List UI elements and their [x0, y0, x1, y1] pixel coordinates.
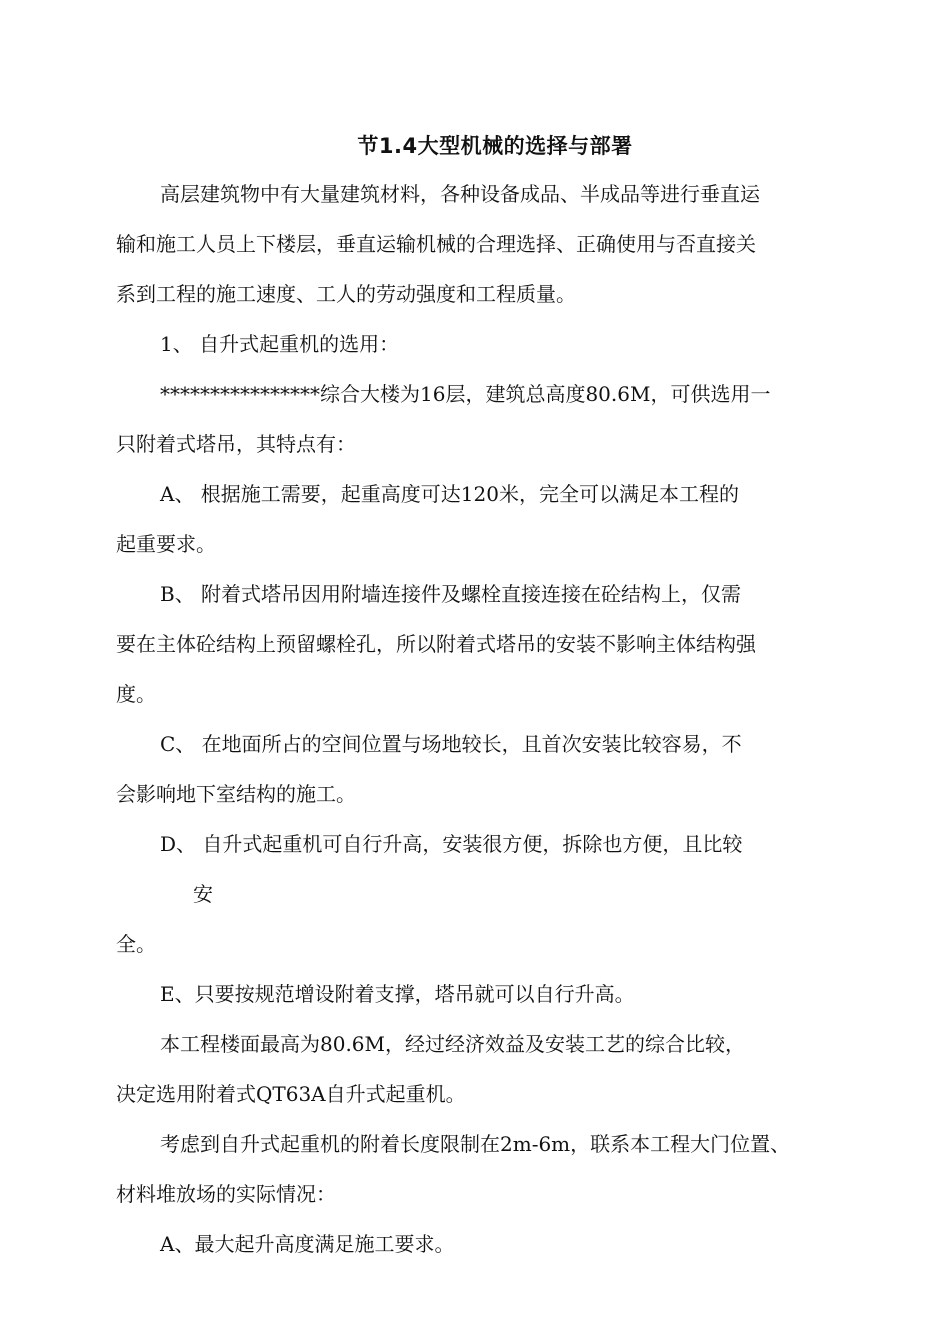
body-line-14: D、 自升式起重机可自行升高，安装很方便，拆除也方便，且比较 [160, 832, 743, 856]
body-line-13: 会影响地下室结构的施工。 [116, 782, 356, 806]
body-line-1: 高层建筑物中有大量建筑材料，各种设备成品、半成品等进行垂直运 [160, 182, 760, 206]
body-line-3: 系到工程的施工速度、工人的劳动强度和工程质量。 [116, 282, 576, 306]
body-line-20: 考虑到自升式起重机的附着长度限制在2m-6m，联系本工程大门位置、 [160, 1132, 791, 1156]
body-line-4: 1、 自升式起重机的选用： [160, 332, 400, 356]
body-line-6: 只附着式塔吊，其特点有： [116, 432, 356, 456]
body-line-17: E、只要按规范增设附着支撑，塔吊就可以自行升高。 [160, 982, 635, 1006]
body-line-9: B、 附着式塔吊因用附墙连接件及螺栓直接连接在砼结构上，仅需 [160, 582, 742, 606]
body-line-7: A、 根据施工需要，起重高度可达120米，完全可以满足本工程的 [160, 482, 739, 506]
body-line-10: 要在主体砼结构上预留螺栓孔，所以附着式塔吊的安装不影响主体结构强 [116, 632, 756, 656]
body-line-18: 本工程楼面最高为80.6M，经过经济效益及安装工艺的综合比较， [160, 1032, 746, 1056]
body-line-19: 决定选用附着式QT63A自升式起重机。 [116, 1082, 466, 1106]
body-line-2: 输和施工人员上下楼层，垂直运输机械的合理选择、正确使用与否直接关 [116, 232, 756, 256]
body-line-16: 全。 [116, 932, 156, 956]
body-line-8: 起重要求。 [116, 532, 216, 556]
body-line-11: 度。 [116, 682, 156, 706]
body-line-15: 安 [193, 882, 213, 906]
body-line-21: 材料堆放场的实际情况： [116, 1182, 336, 1206]
body-line-12: C、 在地面所占的空间位置与场地较长，且首次安装比较容易，不 [160, 732, 742, 756]
section-title: 节1.4大型机械的选择与部署 [357, 134, 633, 158]
body-line-5: ****************综合大楼为16层，建筑总高度80.6M，可供选用一 [160, 382, 771, 406]
body-line-22: A、最大起升高度满足施工要求。 [160, 1232, 455, 1256]
